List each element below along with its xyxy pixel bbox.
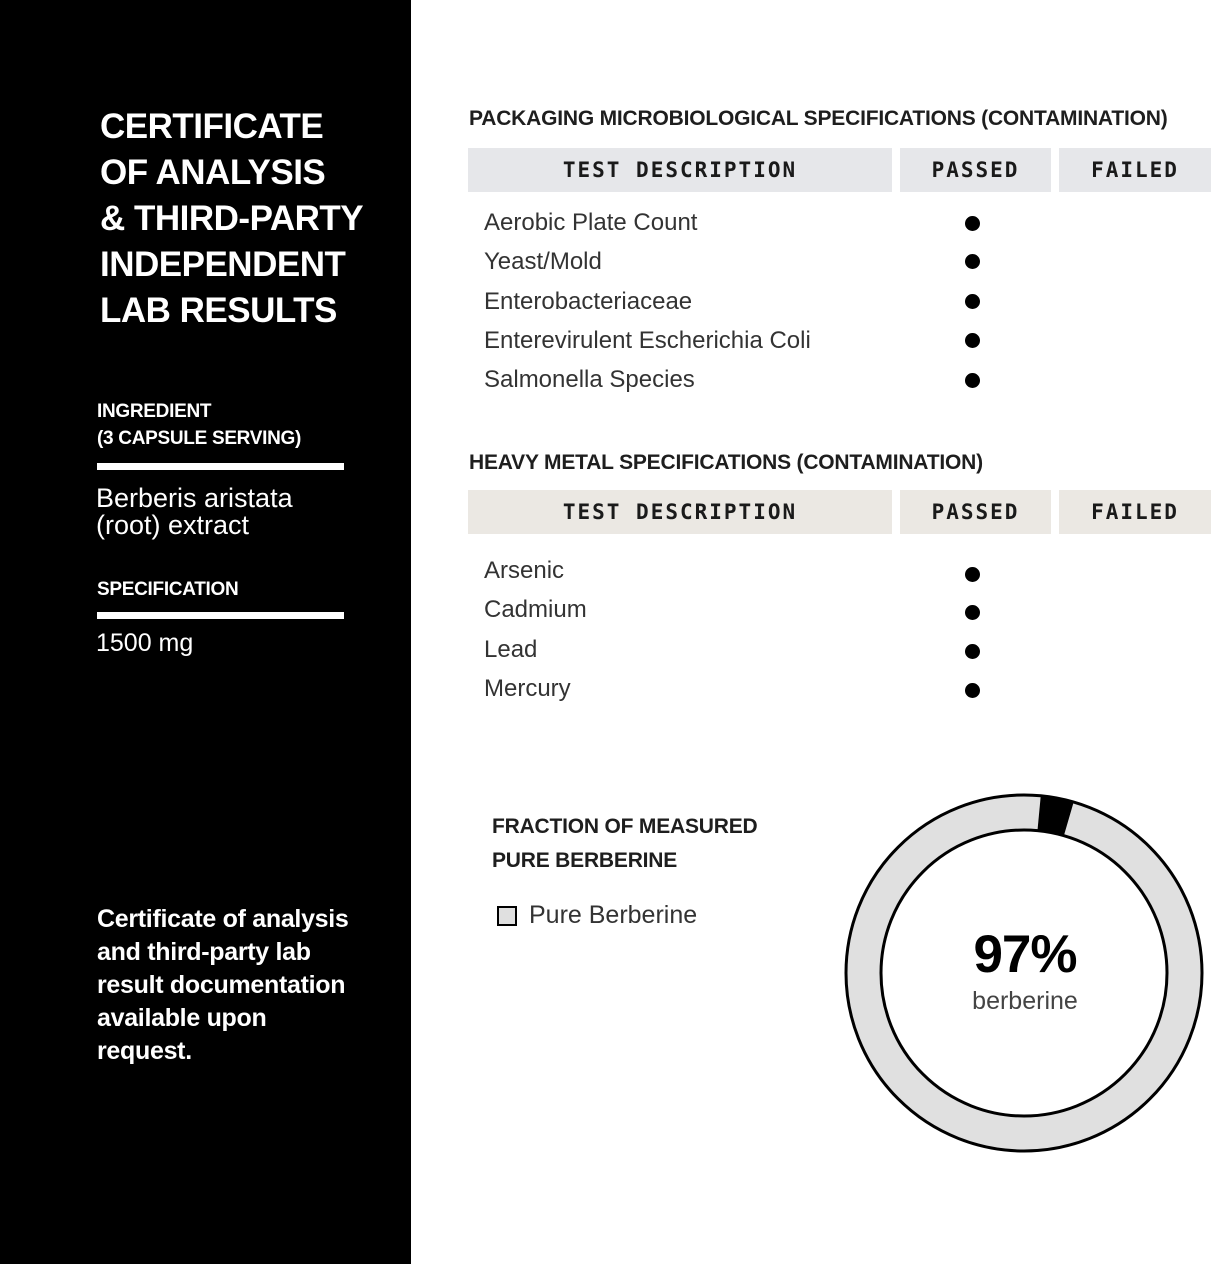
sidebar-panel: [0, 0, 411, 1264]
header-failed: FAILED: [1059, 148, 1211, 192]
note-line: and third-party lab: [97, 938, 311, 966]
table-row-label: Aerobic Plate Count: [484, 209, 698, 236]
heavy-metal-section-title: HEAVY METAL SPECIFICATIONS (CONTAMINATION): [469, 451, 983, 474]
passed-dot: [965, 644, 980, 659]
chart-title-line: PURE BERBERINE: [492, 849, 678, 872]
passed-dot: [965, 333, 980, 348]
table-row-label: Salmonella Species: [484, 366, 695, 393]
divider: [97, 463, 344, 470]
header-test-description: TEST DESCRIPTION: [468, 148, 892, 192]
specification-value: 1500 mg: [96, 629, 194, 657]
ingredient-value: [96, 485, 293, 539]
legend-swatch: [497, 906, 517, 926]
header-failed: FAILED: [1059, 490, 1211, 534]
table-row-label: Lead: [484, 636, 538, 663]
table-row-label: Yeast/Mold: [484, 248, 602, 275]
passed-dot: [965, 605, 980, 620]
ingredient-label-line: (3 CAPSULE SERVING): [97, 428, 302, 449]
table-row-label: Mercury: [484, 675, 571, 702]
center-label: berberine: [972, 987, 1078, 1015]
passed-dot: [965, 683, 980, 698]
passed-dot: [965, 216, 980, 231]
certificate-title: [100, 104, 400, 334]
header-test-description: TEST DESCRIPTION: [468, 490, 892, 534]
ingredient-label: [97, 398, 301, 452]
packaging-section-title: PACKAGING MICROBIOLOGICAL SPECIFICATIONS (CONTAMINATION): [469, 107, 1168, 130]
table-row-label: Enterobacteriaceae: [484, 288, 693, 315]
specification-label: SPECIFICATION: [97, 579, 239, 600]
center-percentage: 97%: [973, 925, 1077, 984]
chart-title-line: FRACTION OF MEASURED: [492, 815, 758, 838]
table-row-label: Enterevirulent Escherichia Coli: [484, 327, 811, 354]
ingredient-value-line: Berberis aristata: [96, 483, 293, 513]
title-line: OF ANALYSIS: [100, 153, 326, 192]
title-line: & THIRD-PARTY: [100, 199, 364, 238]
chart-legend: [497, 901, 697, 930]
note-line: request.: [97, 1037, 192, 1065]
divider: [97, 612, 344, 619]
ingredient-label-line: INGREDIENT: [97, 401, 212, 422]
title-line: CERTIFICATE: [100, 107, 324, 146]
table-row-label: Cadmium: [484, 596, 587, 623]
note-line: available upon: [97, 1004, 267, 1032]
legend-label: Pure Berberine: [529, 901, 698, 929]
header-passed: PASSED: [900, 148, 1051, 192]
passed-dot: [965, 373, 980, 388]
ingredient-value-line: (root) extract: [96, 510, 250, 540]
note-line: result documentation: [97, 971, 346, 999]
header-passed: PASSED: [900, 490, 1051, 534]
passed-dot: [965, 294, 980, 309]
availability-note: [97, 903, 387, 1068]
title-line: LAB RESULTS: [100, 291, 337, 330]
passed-dot: [965, 567, 980, 582]
table-row-label: Arsenic: [484, 557, 565, 584]
title-line: INDEPENDENT: [100, 245, 346, 284]
note-line: Certificate of analysis: [97, 905, 349, 933]
passed-dot: [965, 254, 980, 269]
chart-title: [492, 810, 758, 878]
